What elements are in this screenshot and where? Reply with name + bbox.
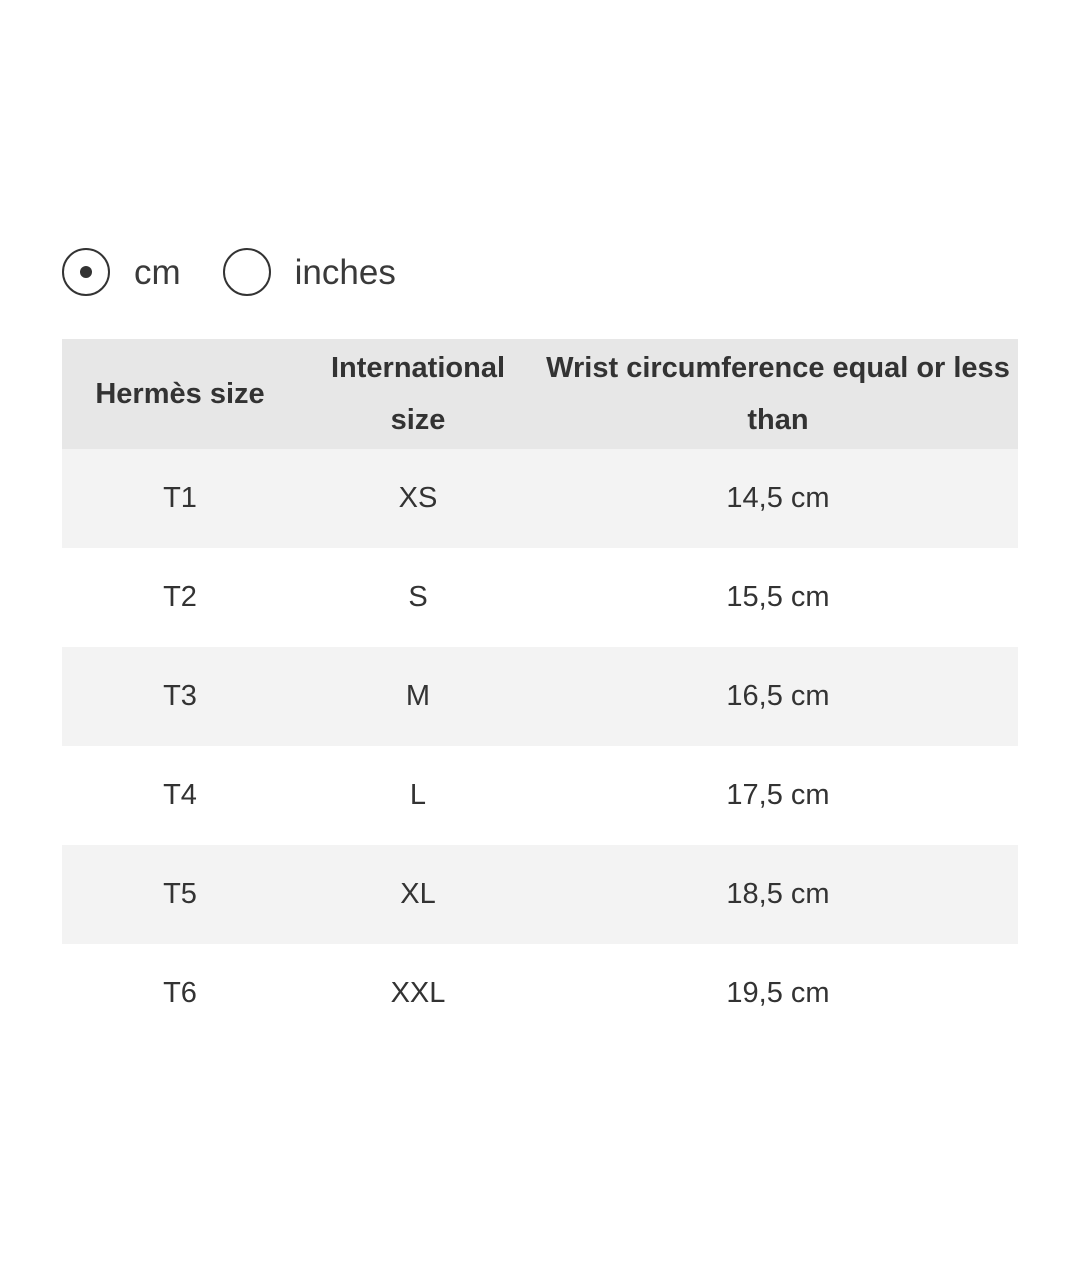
radio-inches-circle[interactable] — [223, 248, 271, 296]
radio-cm-label[interactable]: cm — [134, 252, 181, 292]
header-row — [62, 339, 1018, 449]
cell-international-size: L — [409, 779, 427, 811]
size-table-header — [62, 339, 1018, 449]
size-table — [62, 339, 1018, 1043]
cell-wrist-circumference: 17,5 cm — [726, 779, 830, 811]
radio-inches-label[interactable]: inches — [294, 252, 396, 292]
cell-wrist-circumference: 18,5 cm — [726, 878, 830, 910]
cell-wrist-circumference: 16,5 cm — [726, 680, 830, 712]
table-row — [62, 548, 1018, 647]
cell-hermes-size: T1 — [163, 482, 197, 514]
unit-toggle — [62, 246, 396, 298]
radio-inches[interactable] — [223, 248, 396, 296]
size-table-body — [62, 449, 1018, 1043]
radio-cm-circle[interactable] — [62, 248, 110, 296]
header-hermes-size: Hermès size — [95, 378, 265, 410]
table-row — [62, 845, 1018, 944]
table-row — [62, 746, 1018, 845]
cell-international-size: S — [408, 581, 428, 613]
cell-hermes-size: T2 — [163, 581, 197, 613]
cell-wrist-circumference: 19,5 cm — [726, 977, 830, 1009]
table-row — [62, 647, 1018, 746]
cell-wrist-circumference: 15,5 cm — [726, 581, 830, 613]
cell-international-size: XXL — [390, 977, 446, 1009]
cell-international-size: XL — [400, 878, 436, 910]
radio-cm[interactable] — [62, 248, 181, 296]
table-row — [62, 449, 1018, 548]
cell-hermes-size: T5 — [163, 878, 197, 910]
header-international-size: International size — [330, 352, 505, 436]
radio-selected-dot — [80, 266, 92, 278]
cell-hermes-size: T6 — [163, 977, 197, 1009]
cell-international-size: M — [405, 680, 431, 712]
cell-hermes-size: T3 — [163, 680, 197, 712]
table-row — [62, 944, 1018, 1043]
header-wrist-circumference: Wrist circumference equal or less than — [546, 352, 1010, 436]
cell-hermes-size: T4 — [163, 779, 197, 811]
cell-international-size: XS — [398, 482, 438, 514]
cell-wrist-circumference: 14,5 cm — [726, 482, 830, 514]
